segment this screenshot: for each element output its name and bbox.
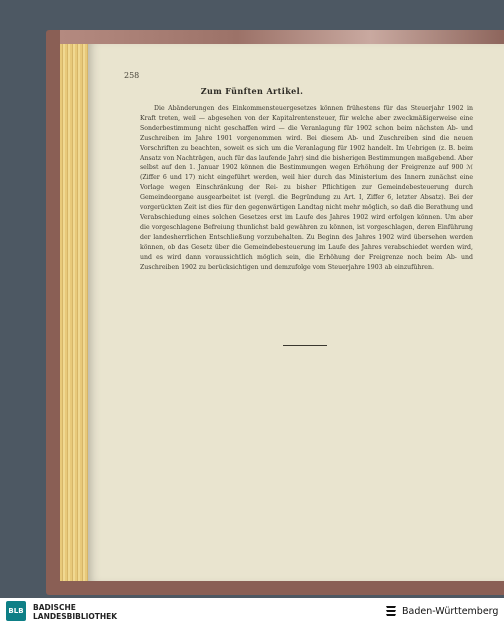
section-divider — [283, 345, 327, 346]
body-text — [140, 104, 473, 272]
footer-bar — [0, 598, 504, 626]
paragraph: Die Abänderungen des Einkommensteuergesetzes können frühestens für das Steuerjahr 1902 in Kraft treten, weil — abgesehen von der Kapitalrentensteuer, für welche aber zweckmäßigerweise eine Sonderbestimmung nicht geschaffen wird — die Veranlagung für 1902 schon beim nächsten Ab- und Zuschreiben im Jahre 1901 vorgenommen wird. Bei diesem Ab- und Zuschreiben sind die neuen Vorschriften zu beachten, soweit es sich um die Veranlagung für 1902 handelt. Im Uebrigen (z. B. beim Ansatz von Nachträgen, auch für das laufende Jahr) sind die bisherigen Bestimmungen maßgebend. Aber selbst auf den 1. Januar 1902 können die Bestimmungen wegen Erhöhung der Freigrenze auf 900 ℳ (Ziffer 6 und 17) nicht eingeführt werden, weil hier durch das Ministerium des Innern zunächst eine Vorlage wegen Einschränkung der Rei- zu bisher Pflichtigen zur Gemeindebesteuerung durch Gemeindeorgane ausgearbeitet ist (vergl. die Begründung zu Art. I, Ziffer 6, letzter Absatz). Bei der vorgerückten Zeit ist dies für den gegenwärtigen Landtag nicht mehr möglich, so daß die Berathung und Verabschiedung eines solchen Gesetzes erst im Laufe des Jahres 1902 wird erfolgen können. Um aber die vorgeschlagene Befreiung thunlichst bald gewähren zu können, ist vorgeschlagen, deren Einführung der landesherrlichen Entschließung vorzubehalten. Zu Beginn des Jahres 1902 wird übersehen werden können, ob das Gesetz über die Gemeindebesteuerung im Laufe des Jahres verabschiedet werden wird, und es wird dann voraussichtlich möglich sein, die Erhöhung der Freigrenze noch beim Ab- und Zuschreiben 1902 zu berücksichtigen und demzufolge vom Steuerjahre 1903 ab einzuführen. — [140, 105, 473, 271]
page-stack-edge — [60, 44, 90, 581]
library-name-line1: BADISCHE — [33, 603, 76, 612]
library-name[interactable] — [33, 603, 117, 621]
page-number: 258 — [124, 71, 140, 80]
library-name-line2: LANDESBIBLIOTHEK — [33, 612, 118, 621]
marbled-cover-edge — [60, 30, 504, 44]
section-heading: Zum Fünften Artikel. — [200, 86, 304, 96]
baden-wuerttemberg-lions-icon — [384, 603, 398, 620]
blb-logo-icon[interactable]: BLB — [6, 601, 26, 621]
state-name[interactable]: Baden-Württemberg — [402, 606, 499, 617]
